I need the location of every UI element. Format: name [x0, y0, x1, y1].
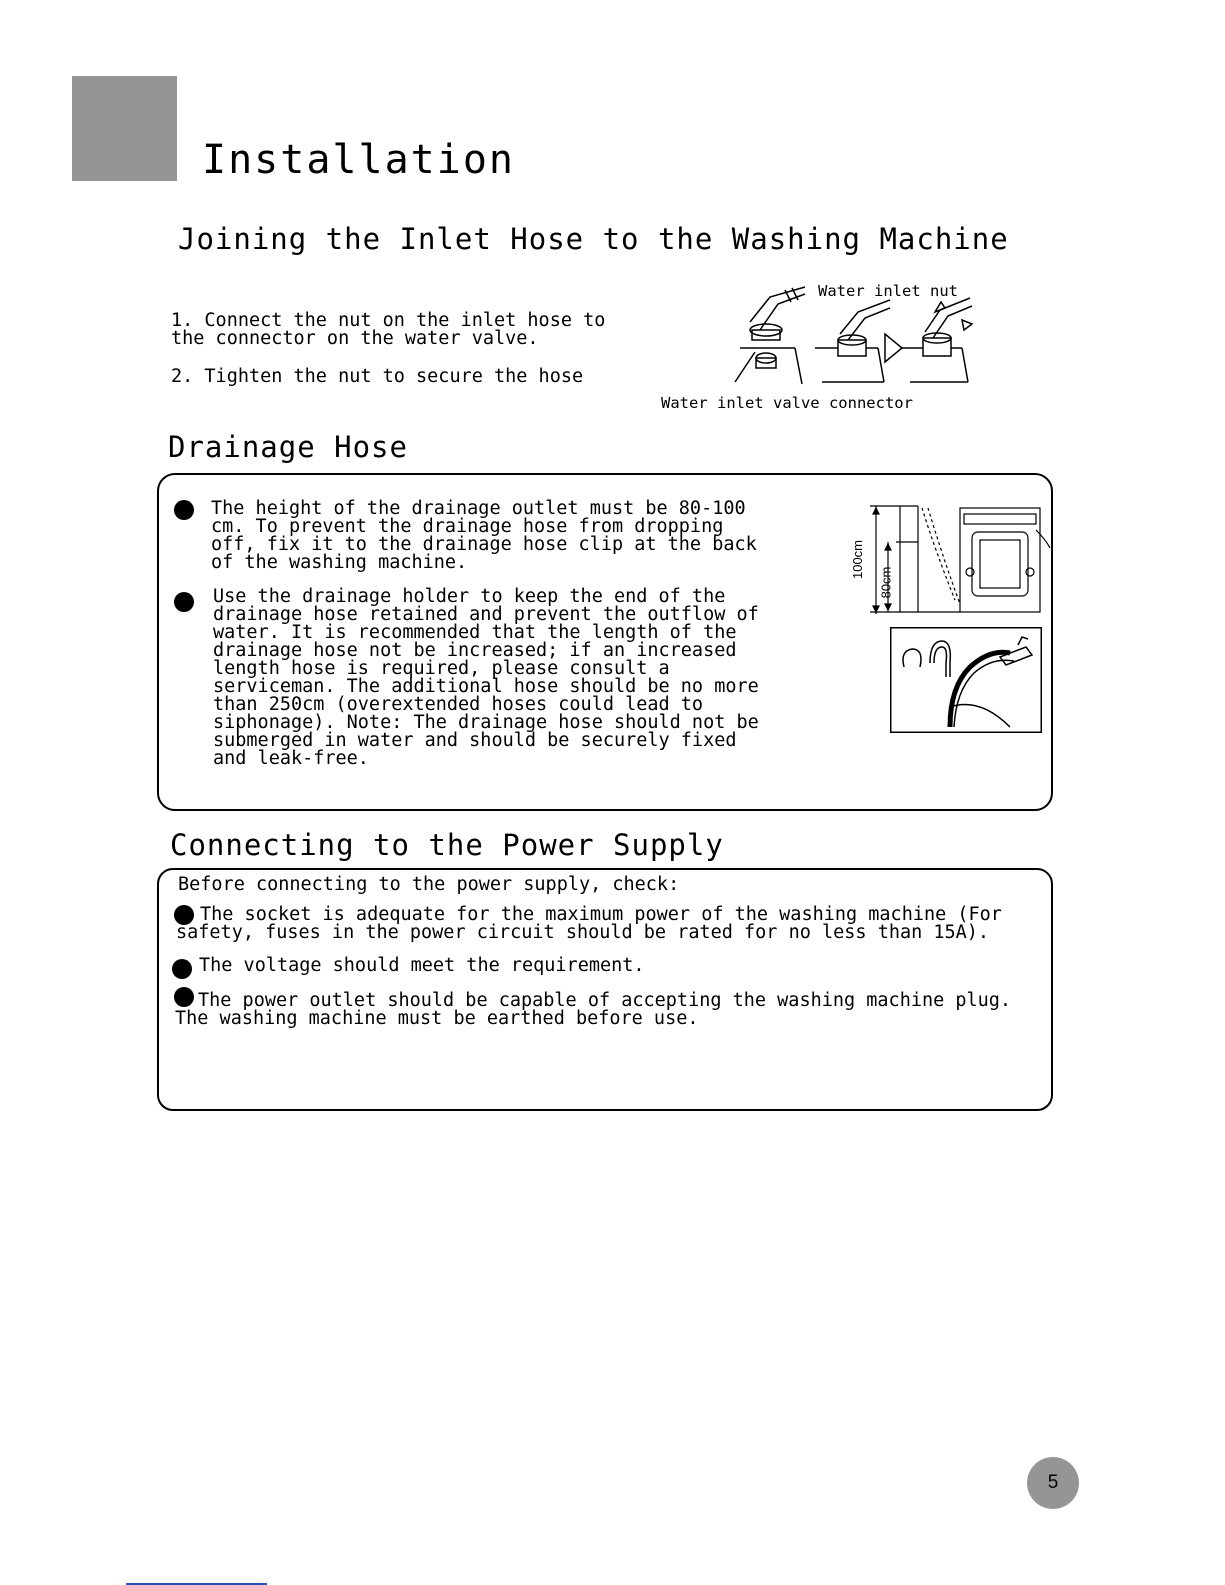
power-bullet-1-line-2: safety, fuses in the power circuit should be rated for no less than 15A). — [176, 922, 990, 943]
drainage-bullet-1-line: The height of the drainage outlet must be 80-100 — [211, 498, 746, 519]
drainage-bullet-2-line: drainage hose retained and prevent the outflow of — [213, 604, 759, 625]
drainage-height-diagram — [860, 500, 1045, 620]
inlet-hose-heading: Joining the Inlet Hose to the Washing Machine — [178, 222, 1009, 256]
drainage-bullet-2 — [213, 588, 759, 768]
drainage-bullet-1 — [211, 500, 757, 572]
drainage-bullet-1-line: of the washing machine. — [211, 552, 468, 573]
drainage-bullet-2-line: water. It is recommended that the length of the — [213, 622, 737, 643]
power-bullet-2: The voltage should meet the requirement. — [199, 955, 645, 976]
section-color-block — [72, 76, 177, 181]
inlet-step-2: 2. Tighten the nut to secure the hose — [171, 366, 584, 387]
label-water-inlet-valve-connector: Water inlet valve connector — [661, 394, 913, 412]
drainage-bullet-2-line: submerged in water and should be securely fixed — [213, 730, 737, 751]
bullet-icon — [172, 959, 192, 979]
drainage-bullet-2-line: length hose is required, please consult a — [213, 658, 670, 679]
inlet-hose-illustration — [730, 282, 980, 392]
drainage-bullet-2-line: serviceman. The additional hose should be no more — [213, 676, 759, 697]
drainage-bullet-2-line: siphonage). Note: The drainage hose should not be — [213, 712, 759, 733]
bullet-icon — [174, 592, 194, 612]
page-number-badge — [1027, 1457, 1079, 1509]
page-title: Installation — [202, 137, 515, 183]
bullet-icon — [174, 987, 194, 1007]
bullet-icon — [174, 500, 194, 520]
drainage-bullet-2-line: than 250cm (overextended hoses could lead to — [213, 694, 704, 715]
drainage-holder-diagram — [890, 627, 1042, 733]
label-water-inlet-nut: Water inlet nut — [818, 282, 958, 300]
page-number: 5 — [1047, 1472, 1059, 1493]
drainage-bullet-1-line: cm. To prevent the drainage hose from dropping — [211, 516, 724, 537]
power-bullet-3-line-2: The washing machine must be earthed before use. — [175, 1008, 699, 1029]
drainage-bullet-2-line: and leak-free. — [213, 748, 369, 769]
drainage-bullet-2-line: Use the drainage holder to keep the end of the — [213, 586, 726, 607]
inlet-step-1 — [171, 312, 605, 348]
drainage-bullet-2-line: drainage hose not be increased; if an increased — [213, 640, 737, 661]
inlet-step-1-line-1: 1. Connect the nut on the inlet hose to — [171, 310, 606, 331]
inlet-step-1-line-2: the connector on the water valve. — [171, 328, 539, 349]
power-supply-heading: Connecting to the Power Supply — [170, 828, 724, 862]
drainage-hose-heading: Drainage Hose — [168, 430, 408, 464]
label-100cm: 100cm — [850, 539, 866, 580]
power-intro: Before connecting to the power supply, check: — [178, 874, 680, 895]
drainage-bullet-1-line: off, fix it to the drainage hose clip at the back — [211, 534, 757, 555]
label-80cm: 80cm — [878, 566, 894, 599]
power-bullet-3-line-1: The power outlet should be capable of accepting the washing machine plug. — [198, 990, 1012, 1011]
power-bullet-1-line-1: The socket is adequate for the maximum power of the washing machine (For — [200, 904, 1002, 925]
